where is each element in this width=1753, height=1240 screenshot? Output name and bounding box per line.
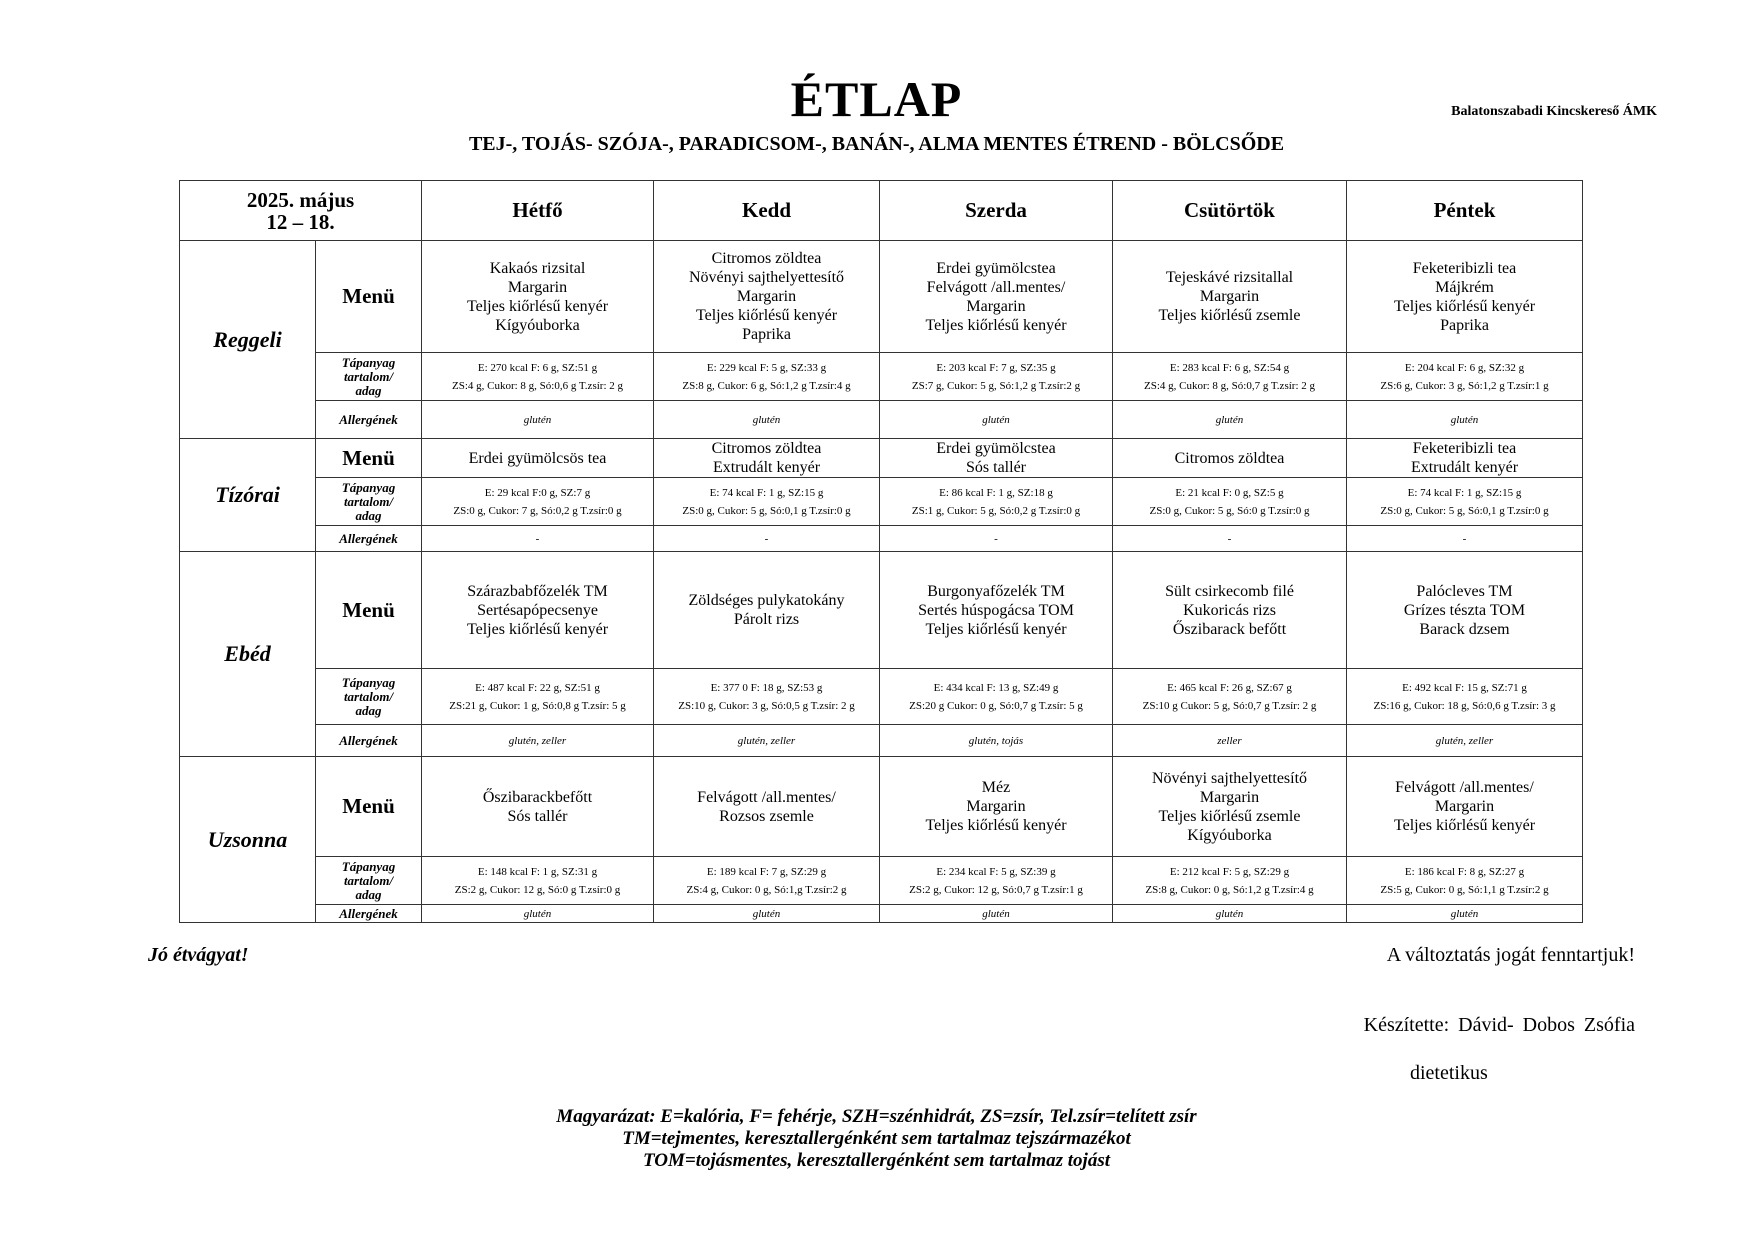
allergen-cell: - xyxy=(1113,526,1347,552)
menu-item: Burgonyafőzelék TM xyxy=(927,582,1065,600)
allergen-cell: - xyxy=(1347,526,1583,552)
allergen-cell: glutén xyxy=(422,905,654,923)
menu-cell xyxy=(880,757,1113,857)
allergen-cell: - xyxy=(880,526,1113,552)
allergen-label: Allergének xyxy=(316,725,422,757)
menu-item: Palócleves TM xyxy=(1416,582,1513,600)
nutrition-cell xyxy=(654,353,880,401)
nutrition-line: ZS:10 g, Cukor: 3 g, Só:0,5 g T.zsír: 2 g xyxy=(678,699,855,712)
allergen-cell: glutén, zeller xyxy=(422,725,654,757)
nutrition-line: E: 204 kcal F: 6 g, SZ:32 g xyxy=(1404,361,1525,374)
menu-cell xyxy=(1113,439,1347,478)
nutrition-cell xyxy=(654,857,880,905)
nutrition-line: E: 74 kcal F: 1 g, SZ:15 g xyxy=(1407,486,1522,499)
menu-cell xyxy=(1113,241,1347,353)
menu-item: Teljes kiőrlésű kenyér xyxy=(925,620,1067,638)
menu-cell xyxy=(654,552,880,669)
allergen-row xyxy=(180,905,1583,923)
menu-item: Extrudált kenyér xyxy=(1410,459,1519,476)
menu-item: Feketeribizli tea xyxy=(1412,440,1517,457)
menu-row xyxy=(180,439,1583,478)
menu-cell xyxy=(1347,439,1583,478)
nutrition-line: ZS:0 g, Cukor: 5 g, Só:0 g T.zsír:0 g xyxy=(1149,504,1310,517)
allergen-cell: glutén xyxy=(654,401,880,439)
allergen-cell: - xyxy=(422,526,654,552)
menu-cell xyxy=(422,241,654,353)
menu-item: Májkrém xyxy=(1435,278,1494,296)
nutrition-cell xyxy=(1113,353,1347,401)
nutrition-cell xyxy=(422,857,654,905)
nutrition-line: ZS:4 g, Cukor: 8 g, Só:0,7 g T.zsír: 2 g xyxy=(1143,379,1315,392)
day-header: Csütörtök xyxy=(1113,181,1347,241)
nutrition-line: ZS:2 g, Cukor: 12 g, Só:0 g T.zsír:0 g xyxy=(454,883,621,896)
day-header: Hétfő xyxy=(422,181,654,241)
allergen-cell: glutén xyxy=(1347,905,1583,923)
nutrition-line: ZS:7 g, Cukor: 5 g, Só:1,2 g T.zsír:2 g xyxy=(911,379,1081,392)
menu-item: Felvágott /all.mentes/ xyxy=(697,788,836,806)
menu-cell xyxy=(1113,757,1347,857)
day-header: Kedd xyxy=(654,181,880,241)
menu-item: Sertés húspogácsa TOM xyxy=(918,601,1074,619)
allergen-cell: glutén, zeller xyxy=(654,725,880,757)
menu-item: Erdei gyümölcstea xyxy=(936,440,1056,457)
nutrition-cell xyxy=(1347,669,1583,725)
menu-item: Rozsos zsemle xyxy=(719,807,814,825)
date-range xyxy=(180,181,422,241)
menu-cell xyxy=(422,552,654,669)
menu-cell xyxy=(1347,552,1583,669)
menu-item: Felvágott /all.mentes/ xyxy=(1395,779,1534,796)
nutrition-label-line: adag xyxy=(355,886,382,902)
menu-item: Margarin xyxy=(1199,788,1260,806)
author-role: dietetikus xyxy=(1410,1062,1488,1084)
menu-item: Teljes kiőrlésű kenyér xyxy=(925,817,1067,834)
nutrition-cell xyxy=(1347,478,1583,526)
nutrition-cell xyxy=(1113,669,1347,725)
nutrition-line: E: 203 kcal F: 7 g, SZ:35 g xyxy=(936,361,1056,374)
author: Készítette: Dávid- Dobos Zsófia xyxy=(1363,1014,1635,1036)
menu-item: Margarin xyxy=(736,288,797,305)
nutrition-line: E: 283 kcal F: 6 g, SZ:54 g xyxy=(1169,361,1290,374)
allergen-cell: glutén xyxy=(880,905,1113,923)
nutrition-label-line: tartalom/ xyxy=(343,872,394,888)
allergen-row xyxy=(180,725,1583,757)
nutrition-line: E: 377 0 F: 18 g, SZ:53 g xyxy=(710,681,823,694)
menu-item: Szárazbabfőzelék TM xyxy=(467,582,608,600)
nutrition-line: ZS:8 g, Cukor: 6 g, Só:1,2 g T.zsír:4 g xyxy=(682,379,851,392)
menu-cell xyxy=(1347,757,1583,857)
menu-table xyxy=(179,180,1583,923)
menu-item: Teljes kiőrlésű kenyér xyxy=(466,297,609,315)
allergen-cell: - xyxy=(654,526,880,552)
menu-label: Menü xyxy=(316,439,422,478)
nutrition-line: E: 229 kcal F: 5 g, SZ:33 g xyxy=(706,361,827,374)
nutrition-line: E: 465 kcal F: 26 g, SZ:67 g xyxy=(1167,681,1292,694)
menu-label: Menü xyxy=(316,552,422,669)
menu-item: Őszibarack befőtt xyxy=(1172,620,1287,638)
allergen-cell: glutén xyxy=(1113,905,1347,923)
menu-item: Margarin xyxy=(1199,288,1260,305)
nutrition-line: ZS:6 g, Cukor: 3 g, Só:1,2 g T.zsír:1 g xyxy=(1380,379,1549,392)
menu-item: Grízes tészta TOM xyxy=(1403,601,1526,619)
page-subtitle: TEJ-, TOJÁS- SZÓJA-, PARADICSOM-, BANÁN-, ALMA MENTES ÉTREND - BÖLCSŐDE xyxy=(468,133,1285,155)
menu-item: Növényi sajthelyettesítő xyxy=(688,269,845,286)
menu-item: Feketeribizli tea xyxy=(1412,259,1517,277)
disclaimer: A változtatás jogát fenntartjuk! xyxy=(1386,944,1635,966)
nutrition-line: ZS:16 g, Cukor: 18 g, Só:0,6 g T.zsír: 3 g xyxy=(1373,699,1556,712)
allergen-cell: zeller xyxy=(1113,725,1347,757)
nutrition-line: ZS:0 g, Cukor: 5 g, Só:0,1 g T.zsír:0 g xyxy=(682,504,851,517)
nutrition-cell xyxy=(422,353,654,401)
menu-item: Tejeskávé rizsitallal xyxy=(1165,269,1294,286)
day-header: Szerda xyxy=(880,181,1113,241)
nutrition-line: E: 492 kcal F: 15 g, SZ:71 g xyxy=(1402,681,1527,694)
menu-item: Teljes kiőrlésű kenyér xyxy=(1393,297,1536,315)
nutrition-label xyxy=(316,669,422,725)
meal-name: Ebéd xyxy=(180,552,316,757)
nutrition-cell xyxy=(880,478,1113,526)
menu-row xyxy=(180,552,1583,669)
nutrition-row xyxy=(180,669,1583,725)
nutrition-line: ZS:21 g, Cukor: 1 g, Só:0,8 g T.zsír: 5 g xyxy=(449,699,626,712)
nutrition-line: ZS:4 g, Cukor: 0 g, Só:1,g T.zsír:2 g xyxy=(686,883,847,896)
nutrition-cell xyxy=(654,669,880,725)
legend-line: TOM=tojásmentes, keresztallergénként sem tartalmaz tojást xyxy=(642,1150,1111,1171)
nutrition-line: E: 434 kcal F: 13 g, SZ:49 g xyxy=(933,681,1059,694)
nutrition-row xyxy=(180,857,1583,905)
allergen-cell: glutén xyxy=(1113,401,1347,439)
menu-item: Kukoricás rizs xyxy=(1183,601,1276,619)
nutrition-line: ZS:10 g Cukor: 5 g, Só:0,7 g T.zsír: 2 g xyxy=(1142,699,1317,712)
menu-item: Margarin xyxy=(1434,798,1495,815)
menu-cell xyxy=(880,241,1113,353)
header-row xyxy=(180,181,1583,241)
allergen-cell: glutén xyxy=(654,905,880,923)
menu-item: Erdei gyümölcstea xyxy=(936,259,1056,277)
nutrition-line: ZS:0 g, Cukor: 7 g, Só:0,2 g T.zsír:0 g xyxy=(453,504,622,517)
nutrition-cell xyxy=(1347,857,1583,905)
nutrition-line: E: 74 kcal F: 1 g, SZ:15 g xyxy=(709,486,824,499)
allergen-cell: glutén xyxy=(422,401,654,439)
menu-item: Citromos zöldtea xyxy=(711,440,822,457)
nutrition-label xyxy=(316,857,422,905)
nutrition-line: E: 234 kcal F: 5 g, SZ:39 g xyxy=(936,865,1056,878)
menu-item: Margarin xyxy=(966,798,1026,815)
nutrition-label-line: adag xyxy=(355,507,382,523)
nutrition-cell xyxy=(1113,478,1347,526)
menu-row xyxy=(180,241,1583,353)
allergen-cell: glutén, tojás xyxy=(880,725,1113,757)
nutrition-label-line: Tápanyag xyxy=(341,674,396,690)
menu-label: Menü xyxy=(316,241,422,353)
menu-cell xyxy=(880,552,1113,669)
nutrition-line: E: 86 kcal F: 1 g, SZ:18 g xyxy=(939,486,1053,499)
nutrition-row xyxy=(180,353,1583,401)
menu-cell xyxy=(1113,552,1347,669)
menu-item: Őszibarackbefőtt xyxy=(482,788,593,806)
nutrition-label xyxy=(316,353,422,401)
menu-item: Extrudált kenyér xyxy=(712,459,821,476)
allergen-cell: glutén xyxy=(880,401,1113,439)
menu-item: Felvágott /all.mentes/ xyxy=(926,278,1066,296)
menu-item: Teljes kiőrlésű kenyér xyxy=(925,316,1067,334)
menu-item: Kakaós rizsital xyxy=(489,259,586,277)
nutrition-line: ZS:0 g, Cukor: 5 g, Só:0,1 g T.zsír:0 g xyxy=(1380,504,1549,517)
menu-item: Paprika xyxy=(1440,316,1489,334)
menu-item: Teljes kiőrlésű kenyér xyxy=(695,307,838,324)
menu-item: Méz xyxy=(981,779,1011,796)
nutrition-cell xyxy=(654,478,880,526)
menu-item: Párolt rizs xyxy=(733,611,800,628)
organization-name: Balatonszabadi Kincskereső ÁMK xyxy=(1451,104,1657,119)
menu-row xyxy=(180,757,1583,857)
menu-cell xyxy=(654,439,880,478)
menu-item: Kígyóuborka xyxy=(495,316,580,334)
menu-item: Kígyóuborka xyxy=(1187,826,1272,844)
nutrition-line: E: 189 kcal F: 7 g, SZ:29 g xyxy=(706,865,827,878)
nutrition-label-line: tartalom/ xyxy=(343,493,394,509)
meal-name: Uzsonna xyxy=(180,757,316,923)
nutrition-cell xyxy=(1113,857,1347,905)
nutrition-cell xyxy=(1347,353,1583,401)
menu-cell xyxy=(1347,241,1583,353)
menu-item: Teljes kiőrlésű kenyér xyxy=(466,620,609,638)
nutrition-cell xyxy=(880,669,1113,725)
menu-item: Sós tallér xyxy=(507,807,568,825)
nutrition-label-line: Tápanyag xyxy=(341,858,396,874)
nutrition-line: ZS:20 g Cukor: 0 g, Só:0,7 g T.zsír: 5 g xyxy=(909,699,1083,712)
nutrition-line: E: 186 kcal F: 8 g, SZ:27 g xyxy=(1404,865,1525,878)
menu-cell xyxy=(654,241,880,353)
nutrition-line: ZS:8 g, Cukor: 0 g, Só:1,2 g T.zsír:4 g xyxy=(1145,883,1314,896)
menu-item: Margarin xyxy=(507,278,568,296)
nutrition-cell xyxy=(880,857,1113,905)
menu-item: Citromos zöldtea xyxy=(711,250,822,267)
nutrition-label xyxy=(316,478,422,526)
day-header: Péntek xyxy=(1347,181,1583,241)
nutrition-cell xyxy=(422,478,654,526)
nutrition-line: E: 21 kcal F: 0 g, SZ:5 g xyxy=(1175,486,1284,499)
menu-item: Teljes kiőrlésű zsemle xyxy=(1158,807,1301,825)
meal-name: Tízórai xyxy=(180,439,316,552)
menu-label: Menü xyxy=(316,757,422,857)
menu-cell xyxy=(422,439,654,478)
nutrition-line: E: 212 kcal F: 5 g, SZ:29 g xyxy=(1169,865,1290,878)
menu-item: Barack dzsem xyxy=(1419,620,1510,638)
nutrition-label-line: tartalom/ xyxy=(343,368,394,384)
nutrition-line: E: 148 kcal F: 1 g, SZ:31 g xyxy=(477,865,598,878)
page-title: ÉTLAP xyxy=(790,71,963,127)
menu-item: Sült csirkecomb filé xyxy=(1165,582,1294,600)
nutrition-line: ZS:1 g, Cukor: 5 g, Só:0,2 g T.zsír:0 g xyxy=(911,504,1081,517)
menu-item: Teljes kiőrlésű kenyér xyxy=(1393,817,1536,834)
allergen-row xyxy=(180,401,1583,439)
menu-item: Erdei gyümölcsös tea xyxy=(468,449,607,467)
legend-line: TM=tejmentes, keresztallergénként sem tartalmaz tejszármazékot xyxy=(622,1128,1131,1149)
menu-cell xyxy=(880,439,1113,478)
legend xyxy=(0,1106,1753,1172)
menu-item: Citromos zöldtea xyxy=(1174,449,1285,467)
menu-item: Sertésapópecsenye xyxy=(477,601,598,619)
allergen-label: Allergének xyxy=(316,526,422,552)
menu-cell xyxy=(654,757,880,857)
menu-item: Margarin xyxy=(966,297,1026,315)
nutrition-line: E: 270 kcal F: 6 g, SZ:51 g xyxy=(477,361,598,374)
allergen-cell: glutén xyxy=(1347,401,1583,439)
greeting: Jó étvágyat! xyxy=(148,944,249,966)
nutrition-line: E: 487 kcal F: 22 g, SZ:51 g xyxy=(475,681,600,694)
nutrition-label-line: Tápanyag xyxy=(341,479,396,495)
nutrition-cell xyxy=(422,669,654,725)
nutrition-line: ZS:4 g, Cukor: 8 g, Só:0,6 g T.zsír: 2 g xyxy=(451,379,623,392)
nutrition-row xyxy=(180,478,1583,526)
allergen-label: Allergének xyxy=(316,905,422,923)
nutrition-cell xyxy=(880,353,1113,401)
menu-item: Teljes kiőrlésű zsemle xyxy=(1158,307,1301,324)
menu-item: Növényi sajthelyettesítő xyxy=(1151,769,1308,787)
allergen-label: Allergének xyxy=(316,401,422,439)
allergen-row xyxy=(180,526,1583,552)
menu-item: Paprika xyxy=(742,326,791,343)
menu-cell xyxy=(422,757,654,857)
nutrition-line: ZS:2 g, Cukor: 12 g, Só:0,7 g T.zsír:1 g xyxy=(909,883,1083,896)
legend-line: Magyarázat: E=kalória, F= fehérje, SZH=szénhidrát, ZS=zsír, Tel.zsír=telített zsír xyxy=(556,1106,1197,1127)
menu-item: Sós tallér xyxy=(966,459,1026,476)
nutrition-line: ZS:5 g, Cukor: 0 g, Só:1,1 g T.zsír:2 g xyxy=(1380,883,1549,896)
nutrition-label-line: adag xyxy=(355,382,382,398)
allergen-cell: glutén, zeller xyxy=(1347,725,1583,757)
nutrition-label-line: adag xyxy=(355,702,382,718)
date-line-2: 12 – 18. xyxy=(266,209,335,234)
menu-item: Zöldséges pulykatokány xyxy=(688,592,845,609)
meal-name: Reggeli xyxy=(180,241,316,439)
date-line-1: 2025. május xyxy=(246,187,355,212)
nutrition-line: E: 29 kcal F:0 g, SZ:7 g xyxy=(484,486,591,499)
nutrition-label-line: Tápanyag xyxy=(341,354,396,370)
nutrition-label-line: tartalom/ xyxy=(343,688,394,704)
